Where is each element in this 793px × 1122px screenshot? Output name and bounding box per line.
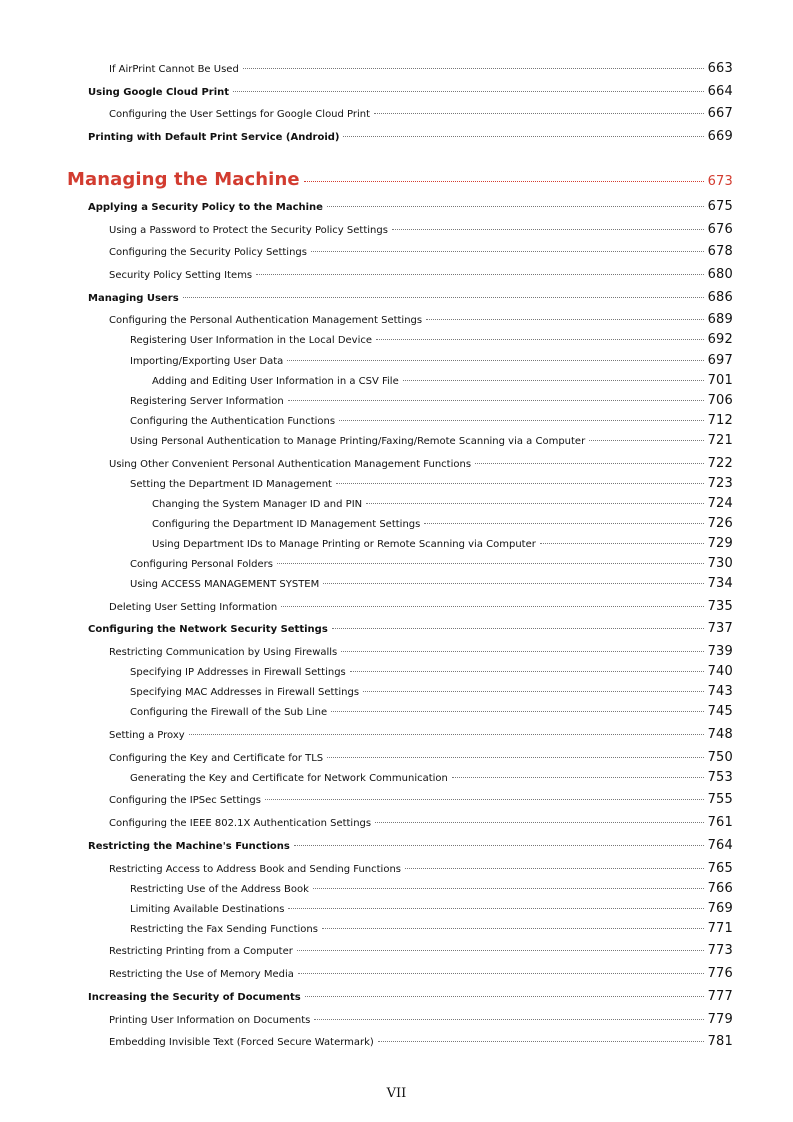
- toc-entry-title: Configuring the Network Security Settings: [88, 624, 328, 635]
- dot-leader: [332, 628, 704, 629]
- dot-leader: [475, 463, 704, 464]
- toc-entry-page: 755: [707, 792, 733, 807]
- dot-leader: [323, 583, 703, 584]
- dot-leader: [265, 799, 704, 800]
- toc-entry-title: Restricting the Machine's Functions: [88, 841, 290, 852]
- toc-entry-title: Printing User Information on Documents: [109, 1015, 311, 1026]
- toc-entry[interactable]: [109, 644, 733, 659]
- toc-entry[interactable]: [109, 312, 733, 327]
- toc-entry-title: Configuring Personal Folders: [130, 559, 273, 570]
- toc-entry-page: 724: [707, 496, 733, 511]
- dot-leader: [327, 757, 703, 758]
- toc-entry-page: 761: [707, 815, 733, 830]
- toc-entry-page: 729: [707, 536, 733, 551]
- dot-leader: [374, 113, 704, 114]
- toc-entry-page: 678: [707, 244, 733, 259]
- toc-entry-title: Embedding Invisible Text (Forced Secure Watermark): [109, 1037, 374, 1048]
- toc-entry-page: 686: [707, 290, 733, 305]
- toc-entry-page: 779: [707, 1012, 733, 1027]
- toc-entry-title: Configuring the IEEE 802.1X Authentication Settings: [109, 818, 372, 829]
- dot-leader: [322, 928, 704, 929]
- toc-entry-title: Using a Password to Protect the Security Policy Settings: [109, 225, 388, 236]
- dot-leader: [426, 319, 703, 320]
- toc-entry-title: Increasing the Security of Documents: [88, 992, 301, 1003]
- dot-leader: [341, 651, 703, 652]
- toc-entry-title: Configuring the Authentication Functions: [130, 416, 336, 427]
- toc-entry-page: 776: [707, 966, 733, 981]
- toc-entry[interactable]: [109, 750, 733, 765]
- toc-entry-page: 697: [707, 353, 733, 368]
- chapter-heading[interactable]: [67, 169, 733, 191]
- toc-entry-title: Using Personal Authentication to Manage Printing/Faxing/Remote Scanning via a Computer: [130, 436, 586, 447]
- toc-entry-title: Restricting Printing from a Computer: [109, 946, 293, 957]
- toc-entry-page: 721: [707, 433, 733, 448]
- toc-entry-page: 676: [707, 222, 733, 237]
- toc-entry[interactable]: [88, 84, 733, 99]
- toc-entry-title: Restricting Communication by Using Firewalls: [109, 647, 338, 658]
- toc-entry-page: 735: [707, 599, 733, 614]
- toc-entry-page: 769: [707, 901, 733, 916]
- toc-entry-page: 748: [707, 727, 733, 742]
- toc-entry-title: Restricting Use of the Address Book: [130, 884, 309, 895]
- dot-leader: [336, 483, 704, 484]
- toc-entry[interactable]: [130, 881, 733, 896]
- toc-entry-page: 730: [707, 556, 733, 571]
- toc-entry[interactable]: [130, 413, 733, 428]
- toc-entry-title: Configuring the Department ID Management Settings: [152, 519, 421, 530]
- toc-entry-title: Registering Server Information: [130, 396, 284, 407]
- toc-entry-page: 726: [707, 516, 733, 531]
- toc-entry[interactable]: [152, 536, 733, 551]
- toc-entry-page: 722: [707, 456, 733, 471]
- toc-entry-page: 753: [707, 770, 733, 785]
- toc-entry-page: 689: [707, 312, 733, 327]
- toc-entry[interactable]: [88, 989, 733, 1004]
- dot-leader: [314, 1019, 703, 1020]
- toc-entry[interactable]: [130, 556, 733, 571]
- toc-entry[interactable]: [109, 943, 733, 958]
- toc-entry[interactable]: [109, 861, 733, 876]
- dot-leader: [281, 606, 703, 607]
- page-number-footer: VII: [386, 1086, 407, 1101]
- toc-entry-title: Changing the System Manager ID and PIN: [152, 499, 363, 510]
- toc-entry-page: 692: [707, 332, 733, 347]
- toc-entry-page: 723: [707, 476, 733, 491]
- toc-entry-page: 765: [707, 861, 733, 876]
- toc-entry-title: Configuring the Key and Certificate for TLS: [109, 753, 324, 764]
- toc-entry-page: 764: [707, 838, 733, 853]
- toc-entry[interactable]: [109, 727, 733, 742]
- toc-entry-page: 743: [707, 684, 733, 699]
- toc-entry-title: Configuring the Security Policy Settings: [109, 247, 307, 258]
- dot-leader: [287, 360, 703, 361]
- toc-entry-title: Restricting the Fax Sending Functions: [130, 924, 318, 935]
- toc-entry-page: 781: [707, 1034, 733, 1049]
- toc-entry[interactable]: [109, 222, 733, 237]
- toc-entry-page: 673: [707, 174, 733, 189]
- toc-entry-page: 675: [707, 199, 733, 214]
- dot-leader: [256, 274, 703, 275]
- toc-entry[interactable]: [109, 792, 733, 807]
- toc-entry[interactable]: [109, 1034, 733, 1049]
- toc-entry-page: 771: [707, 921, 733, 936]
- dot-leader: [233, 91, 704, 92]
- dot-leader: [311, 251, 704, 252]
- toc-entry-title: Limiting Available Destinations: [130, 904, 285, 915]
- dot-leader: [403, 380, 704, 381]
- toc-entry-title: Registering User Information in the Local Device: [130, 335, 373, 346]
- toc-entry-title: Configuring the User Settings for Google Cloud Print: [109, 109, 371, 120]
- toc-entry-title: Deleting User Setting Information: [109, 602, 278, 613]
- toc-entry[interactable]: [130, 433, 733, 448]
- dot-leader: [305, 996, 704, 997]
- dot-leader: [294, 845, 704, 846]
- toc-entry-page: 745: [707, 704, 733, 719]
- toc-entry-page: 669: [707, 129, 733, 144]
- toc-entry[interactable]: [109, 267, 733, 282]
- toc-entry[interactable]: [88, 290, 733, 305]
- toc-entry-page: 663: [707, 61, 733, 76]
- dot-leader: [376, 339, 704, 340]
- toc-entry-title: Using Other Convenient Personal Authentication Management Functions: [109, 459, 472, 470]
- toc-entry[interactable]: [130, 576, 733, 591]
- toc-entry[interactable]: [109, 61, 733, 76]
- toc-entry-title: Printing with Default Print Service (Android): [88, 132, 340, 143]
- toc-entry[interactable]: [130, 684, 733, 699]
- toc-entry-title: Specifying MAC Addresses in Firewall Settings: [130, 687, 360, 698]
- toc-entry-page: 712: [707, 413, 733, 428]
- dot-leader: [424, 523, 703, 524]
- dot-leader: [392, 229, 704, 230]
- toc-entry[interactable]: [130, 353, 733, 368]
- dot-leader: [189, 734, 704, 735]
- dot-leader: [540, 543, 704, 544]
- toc-entry[interactable]: [130, 664, 733, 679]
- toc-entry-page: 706: [707, 393, 733, 408]
- toc-entry-page: 667: [707, 106, 733, 121]
- toc-entry-page: 737: [707, 621, 733, 636]
- toc-entry-title: Using Department IDs to Manage Printing or Remote Scanning via Computer: [152, 539, 536, 550]
- dot-leader: [366, 503, 703, 504]
- toc-entry[interactable]: [152, 516, 733, 531]
- dot-leader: [288, 400, 704, 401]
- toc-entry-title: Importing/Exporting User Data: [130, 356, 284, 367]
- toc-entry[interactable]: [88, 129, 733, 144]
- toc-entry[interactable]: [88, 621, 733, 636]
- toc-entry[interactable]: [109, 599, 733, 614]
- dot-leader: [343, 136, 703, 137]
- toc-entry-page: 740: [707, 664, 733, 679]
- dot-leader: [313, 888, 704, 889]
- dot-leader: [288, 908, 703, 909]
- dot-leader: [331, 711, 703, 712]
- toc-entry[interactable]: [152, 373, 733, 388]
- toc-entry-title: Managing Users: [88, 293, 179, 304]
- dot-leader: [589, 440, 703, 441]
- toc-entry[interactable]: [130, 770, 733, 785]
- dot-leader: [298, 973, 704, 974]
- toc-entry-page: 766: [707, 881, 733, 896]
- toc-entry-title: Restricting the Use of Memory Media: [109, 969, 294, 980]
- toc-entry-page: 664: [707, 84, 733, 99]
- dot-leader: [304, 181, 704, 182]
- toc-entry-title: Using Google Cloud Print: [88, 87, 230, 98]
- toc-entry-page: 777: [707, 989, 733, 1004]
- toc-entry[interactable]: [88, 838, 733, 853]
- toc-entry-title: Security Policy Setting Items: [109, 270, 253, 281]
- toc-entry-title: Using ACCESS MANAGEMENT SYSTEM: [130, 579, 320, 590]
- dot-leader: [297, 950, 704, 951]
- toc-entry-title: Restricting Access to Address Book and Sending Functions: [109, 864, 401, 875]
- toc-entry[interactable]: [109, 456, 733, 471]
- toc-entry-title: Applying a Security Policy to the Machine: [88, 202, 323, 213]
- toc-entry-title: Specifying IP Addresses in Firewall Settings: [130, 667, 346, 678]
- dot-leader: [363, 691, 704, 692]
- toc-entry[interactable]: [130, 332, 733, 347]
- toc-entry[interactable]: [130, 921, 733, 936]
- toc-entry-page: 773: [707, 943, 733, 958]
- toc-entry[interactable]: [130, 704, 733, 719]
- dot-leader: [405, 868, 704, 869]
- toc-entry[interactable]: [109, 966, 733, 981]
- toc-entry-title: Managing the Machine: [67, 169, 300, 190]
- dot-leader: [350, 671, 704, 672]
- dot-leader: [375, 822, 703, 823]
- toc-entry[interactable]: [109, 106, 733, 121]
- dot-leader: [339, 420, 703, 421]
- toc-entry-title: Configuring the Firewall of the Sub Line: [130, 707, 328, 718]
- toc-entry-page: 739: [707, 644, 733, 659]
- dot-leader: [327, 206, 704, 207]
- dot-leader: [243, 68, 704, 69]
- toc-entry-title: Configuring the Personal Authentication Management Settings: [109, 315, 423, 326]
- toc-entry-title: Adding and Editing User Information in a CSV File: [152, 376, 399, 387]
- toc-entry[interactable]: [109, 815, 733, 830]
- toc-entry[interactable]: [109, 244, 733, 259]
- dot-leader: [378, 1041, 704, 1042]
- dot-leader: [183, 297, 704, 298]
- toc-entry[interactable]: [130, 901, 733, 916]
- toc-entry-title: Setting a Proxy: [109, 730, 185, 741]
- toc-entry[interactable]: [88, 199, 733, 214]
- toc-entry-title: If AirPrint Cannot Be Used: [109, 64, 239, 75]
- toc-entry[interactable]: [152, 496, 733, 511]
- dot-leader: [452, 777, 704, 778]
- toc-entry-page: 680: [707, 267, 733, 282]
- toc-entry[interactable]: [109, 1012, 733, 1027]
- toc-entry-title: Setting the Department ID Management: [130, 479, 332, 490]
- toc-entry-title: Generating the Key and Certificate for Network Communication: [130, 773, 448, 784]
- toc-entry-page: 750: [707, 750, 733, 765]
- toc-entry[interactable]: [130, 476, 733, 491]
- toc-entry-title: Configuring the IPSec Settings: [109, 795, 261, 806]
- toc-entry-page: 701: [707, 373, 733, 388]
- toc-entry-page: 734: [707, 576, 733, 591]
- toc-entry[interactable]: [130, 393, 733, 408]
- dot-leader: [277, 563, 704, 564]
